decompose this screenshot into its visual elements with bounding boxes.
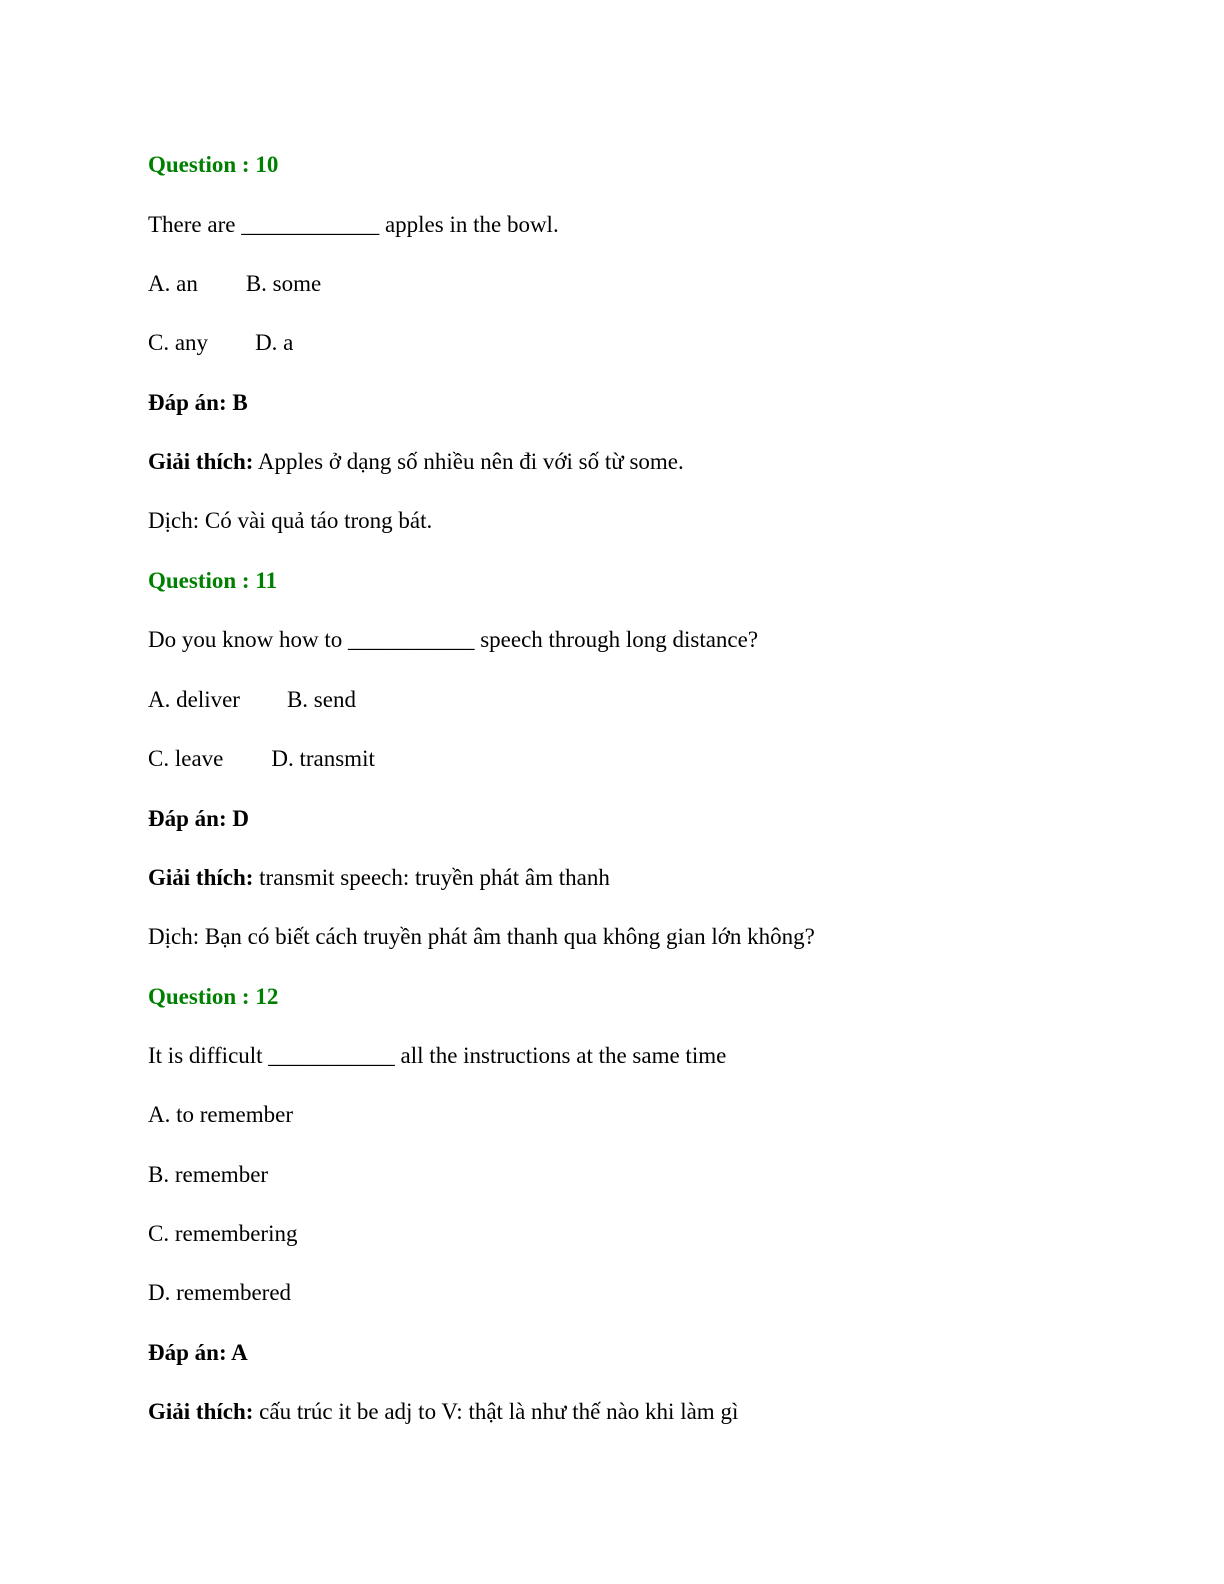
option-b: B. remember xyxy=(148,1162,269,1187)
explanation-text: transmit speech: truyền phát âm thanh xyxy=(259,865,610,890)
question-11-title: Question : 11 xyxy=(148,568,278,593)
question-10-stem: There are ____________ apples in the bowl. xyxy=(148,212,559,237)
option-a: A. deliver xyxy=(148,687,240,712)
option-a: A. an xyxy=(148,271,198,296)
answer-label: Đáp án: xyxy=(148,806,227,831)
question-12-stem: It is difficult ___________ all the instructions at the same time xyxy=(148,1043,727,1068)
option-b: B. some xyxy=(245,271,322,296)
option-d: D. transmit xyxy=(271,746,375,771)
question-10-translation: Dịch: Có vài quả táo trong bát. xyxy=(148,508,433,533)
option-a: A. to remember xyxy=(148,1102,293,1127)
question-11-answer xyxy=(148,805,249,833)
option-d: D. a xyxy=(255,330,294,355)
option-d: D. remembered xyxy=(148,1280,292,1305)
answer-value: B xyxy=(232,390,248,415)
question-10-options-row-1 xyxy=(148,270,321,298)
question-12-title: Question : 12 xyxy=(148,984,279,1009)
option-c: C. leave xyxy=(148,746,224,771)
explanation-text: cấu trúc it be adj to V: thật là như thế nào khi làm gì xyxy=(259,1399,739,1424)
question-10-explanation xyxy=(148,448,684,476)
option-b: B. send xyxy=(286,687,356,712)
question-11-translation: Dịch: Bạn có biết cách truyền phát âm thanh qua không gian lớn không? xyxy=(148,924,815,949)
question-11-options-row-2 xyxy=(148,745,375,773)
answer-label: Đáp án: xyxy=(148,390,227,415)
question-12-answer xyxy=(148,1339,248,1367)
question-10-options-row-2 xyxy=(148,329,293,357)
question-11-stem: Do you know how to ___________ speech through long distance? xyxy=(148,627,759,652)
answer-value: D xyxy=(232,806,249,831)
question-11-options-row-1 xyxy=(148,686,356,714)
answer-value: A xyxy=(231,1340,248,1365)
option-c: C. any xyxy=(148,330,209,355)
question-10-title: Question : 10 xyxy=(148,152,279,177)
option-c: C. remembering xyxy=(148,1221,298,1246)
explanation-label: Giải thích: xyxy=(148,449,254,474)
question-12-explanation xyxy=(148,1398,738,1426)
question-11-explanation xyxy=(148,864,610,892)
answer-label: Đáp án: xyxy=(148,1340,227,1365)
question-10-answer xyxy=(148,389,248,417)
explanation-text: Apples ở dạng số nhiều nên đi với số từ some. xyxy=(257,449,684,474)
explanation-label: Giải thích: xyxy=(148,1399,254,1424)
explanation-label: Giải thích: xyxy=(148,865,254,890)
